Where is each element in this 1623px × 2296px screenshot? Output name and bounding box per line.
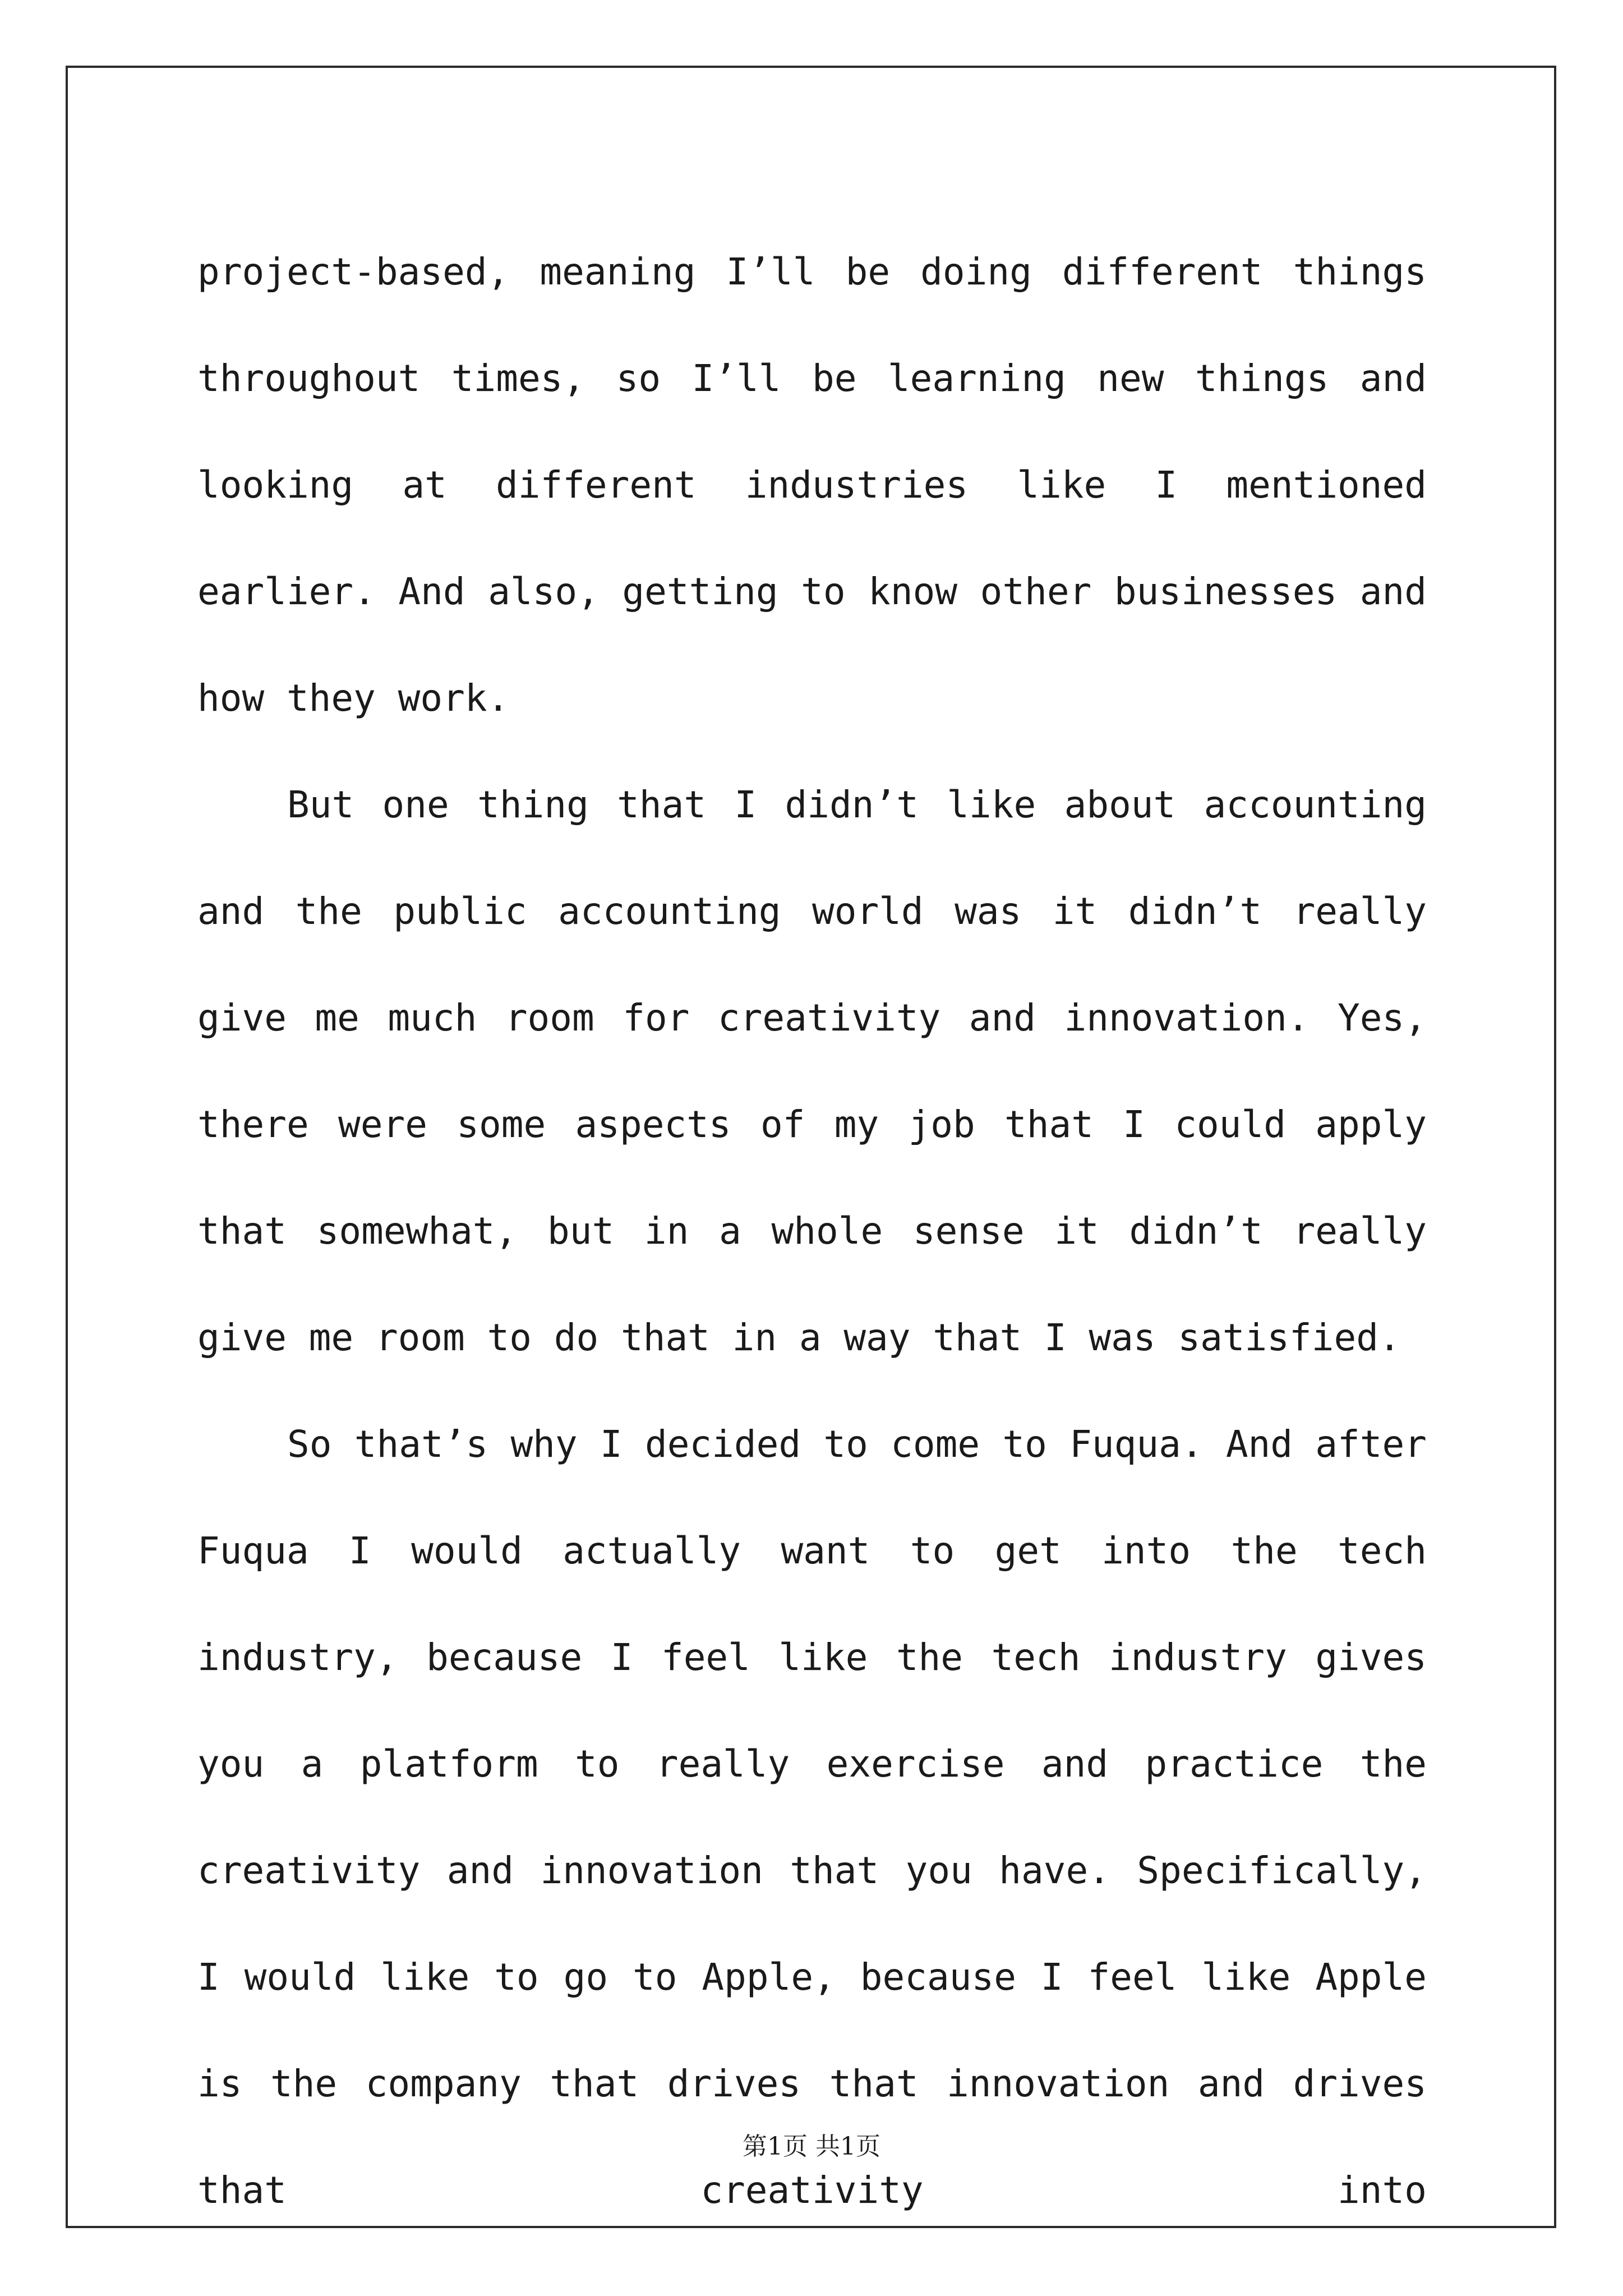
paragraph-1: project-based, meaning I’ll be doing different things throughout times, so I’ll be learning new things and looking at different industries like I mentioned earlier. And also, getting to know other businesses and how they work. <box>197 250 1427 720</box>
page-number-footer: 第1页 共1页 <box>743 2132 880 2161</box>
paragraph-2: But one thing that I didn’t like about accounting and the public accounting world was it didn’t really give me much room for creativity and innovation. Yes, there were some aspects of my job that I could apply that somewhat, but in a whole sense it didn’t really give me room to do that in a way that I was satisfied. <box>197 783 1427 1359</box>
document-body <box>197 219 1427 2244</box>
paragraph-3: So that’s why I decided to come to Fuqua. And after Fuqua I would actually want to get into the tech industry, because I feel like the tech industry gives you a platform to really exercise and practice the creativity and innovation that you have. Specifically, I would like to go to Apple, because I feel like Apple is the company that drives that innovation and drives that creativity into <box>197 1423 1427 2212</box>
